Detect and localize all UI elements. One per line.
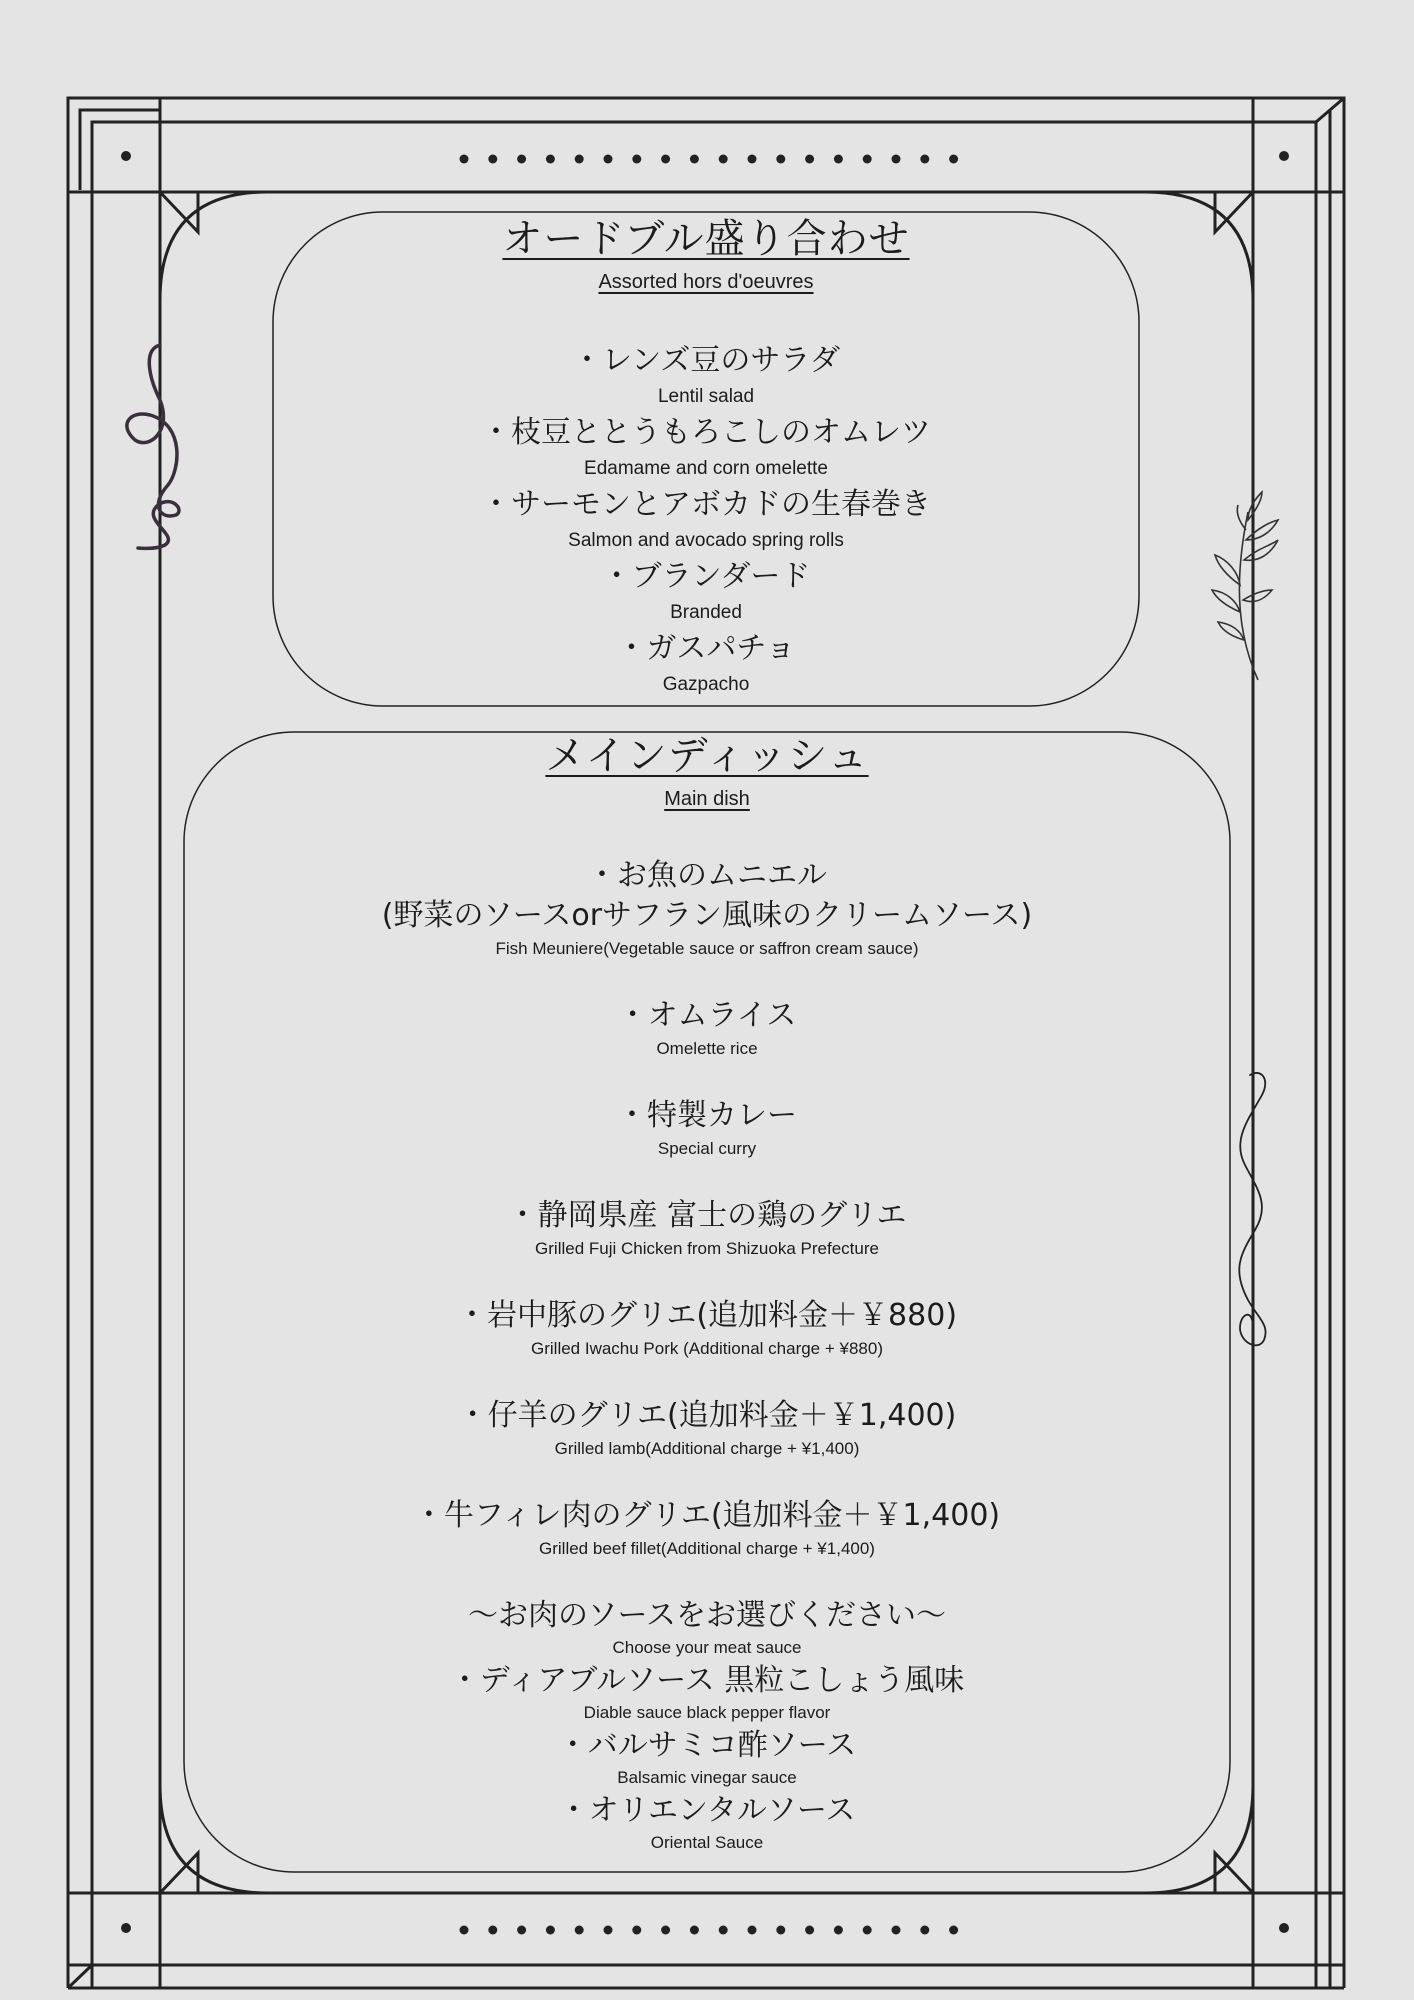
menu-item-en: Omelette rice <box>656 1039 758 1058</box>
sauce-item-en: Diable sauce black pepper flavor <box>583 1703 831 1722</box>
sauce-item-jp: ・オリエンタルソース <box>558 1793 856 1828</box>
decorative-dot <box>805 1926 814 1935</box>
decorative-dot <box>517 155 526 164</box>
menu-item-en: Edamame and corn omelette <box>584 458 828 479</box>
main-dish-title: メインディッシュ <box>545 733 869 779</box>
menu-item-jp: ・静岡県産 富士の鶏のグリエ <box>507 1198 907 1233</box>
leaf-sprig-ornament <box>1212 492 1278 680</box>
decorative-dot <box>892 155 901 164</box>
menu-item-jp: ・オムライス <box>617 998 797 1033</box>
decorative-dot <box>719 155 728 164</box>
decorative-dot <box>863 1926 872 1935</box>
hors-doeuvres-list <box>272 339 1140 699</box>
decorative-dot <box>776 155 785 164</box>
decorative-dot <box>748 155 757 164</box>
menu-item-en: Grilled Fuji Chicken from Shizuoka Prefecture <box>535 1239 879 1258</box>
menu-item-en: Special curry <box>657 1139 757 1158</box>
menu-item <box>272 555 1140 627</box>
sauce-item-jp: ・ディアブルソース 黒粒こしょう風味 <box>449 1663 965 1698</box>
decorative-dot <box>460 155 469 164</box>
decorative-dot <box>949 1926 958 1935</box>
decorative-dot <box>863 155 872 164</box>
decorative-dot <box>776 1926 785 1935</box>
menu-item <box>184 1396 1230 1462</box>
menu-item-en: Grilled beef fillet(Additional charge + ¥1,400) <box>539 1539 875 1558</box>
menu-item <box>272 411 1140 483</box>
menu-item-jp: ・レンズ豆のサラダ <box>571 343 841 378</box>
menu-item-en: Salmon and avocado spring rolls <box>568 530 844 551</box>
decorative-dot <box>604 1926 613 1935</box>
decorative-dot <box>632 155 641 164</box>
decorative-dot <box>690 1926 699 1935</box>
menu-item-en: Fish Meuniere(Vegetable sauce or saffron cream sauce) <box>495 939 919 958</box>
menu-item-jp: ・岩中豚のグリエ(追加料金＋￥880) <box>456 1298 958 1333</box>
decorative-dot <box>488 1926 497 1935</box>
decorative-dot <box>604 155 613 164</box>
menu-item <box>184 1096 1230 1162</box>
hors-doeuvres-section <box>272 213 1140 699</box>
decorative-dot <box>834 1926 843 1935</box>
menu-item-en: Grilled Iwachu Pork (Additional charge + ¥880) <box>531 1339 883 1358</box>
decorative-dot <box>546 1926 555 1935</box>
menu-item-jp: ・牛フィレ肉のグリエ(追加料金＋￥1,400) <box>413 1498 1001 1533</box>
menu-item <box>272 627 1140 699</box>
menu-item <box>272 339 1140 411</box>
menu-item-en: Branded <box>670 602 742 623</box>
menu-item-jp: ・ガスパチョ <box>616 631 796 666</box>
decorative-dot <box>949 155 958 164</box>
decorative-dot <box>719 1926 728 1935</box>
main-dish-subtitle: Main dish <box>664 788 750 810</box>
menu-item <box>272 483 1140 555</box>
menu-item <box>184 1496 1230 1562</box>
decorative-dot <box>805 155 814 164</box>
decorative-dot <box>748 1926 757 1935</box>
main-dish-list <box>184 856 1230 1856</box>
sauce-item-en: Oriental Sauce <box>650 1833 764 1852</box>
decorative-dot <box>488 155 497 164</box>
menu-item-jp: ・特製カレー <box>617 1098 797 1133</box>
menu-item <box>184 996 1230 1062</box>
menu-item-jp: ・ブランダード <box>601 559 811 594</box>
decorative-dot <box>460 1926 469 1935</box>
menu-item-jp: ・枝豆ととうもろこしのオムレツ <box>481 415 931 450</box>
decorative-dot <box>546 155 555 164</box>
decorative-dot <box>632 1926 641 1935</box>
menu-item-jp: ・お魚のムニエル <box>587 858 827 893</box>
menu-item-jp-detail: (野菜のソースorサフラン風味のクリームソース) <box>381 898 1033 933</box>
menu-item-en: Lentil salad <box>657 386 755 407</box>
main-dish-section <box>184 730 1230 1856</box>
decorative-dot <box>575 1926 584 1935</box>
menu-item <box>184 1296 1230 1362</box>
decorative-dot <box>834 155 843 164</box>
menu-item-en: Grilled lamb(Additional charge + ¥1,400) <box>554 1439 860 1458</box>
decorative-dot <box>920 155 929 164</box>
menu-item-en: Gazpacho <box>662 674 750 695</box>
sauce-item-jp: ・バルサミコ酢ソース <box>557 1728 857 1763</box>
hors-doeuvres-subtitle: Assorted hors d'oeuvres <box>598 271 814 293</box>
decorative-dot <box>517 1926 526 1935</box>
decorative-dot <box>661 1926 670 1935</box>
sauce-heading-en: Choose your meat sauce <box>612 1638 802 1657</box>
hors-doeuvres-title: オードブル盛り合わせ <box>502 216 910 262</box>
menu-item-jp: ・仔羊のグリエ(追加料金＋￥1,400) <box>457 1398 957 1433</box>
menu-item <box>184 856 1230 962</box>
decorative-dot <box>575 155 584 164</box>
decorative-dot <box>920 1926 929 1935</box>
sauce-heading-jp: 〜お肉のソースをお選びください〜 <box>468 1598 946 1633</box>
sauce-options <box>184 1596 1230 1856</box>
sauce-item-en: Balsamic vinegar sauce <box>617 1768 797 1787</box>
menu-item-jp: ・サーモンとアボカドの生春巻き <box>481 487 931 522</box>
swirl-ornament-left <box>127 345 179 548</box>
menu-item <box>184 1196 1230 1262</box>
decorative-dot <box>690 155 699 164</box>
decorative-dot <box>661 155 670 164</box>
decorative-dot <box>892 1926 901 1935</box>
